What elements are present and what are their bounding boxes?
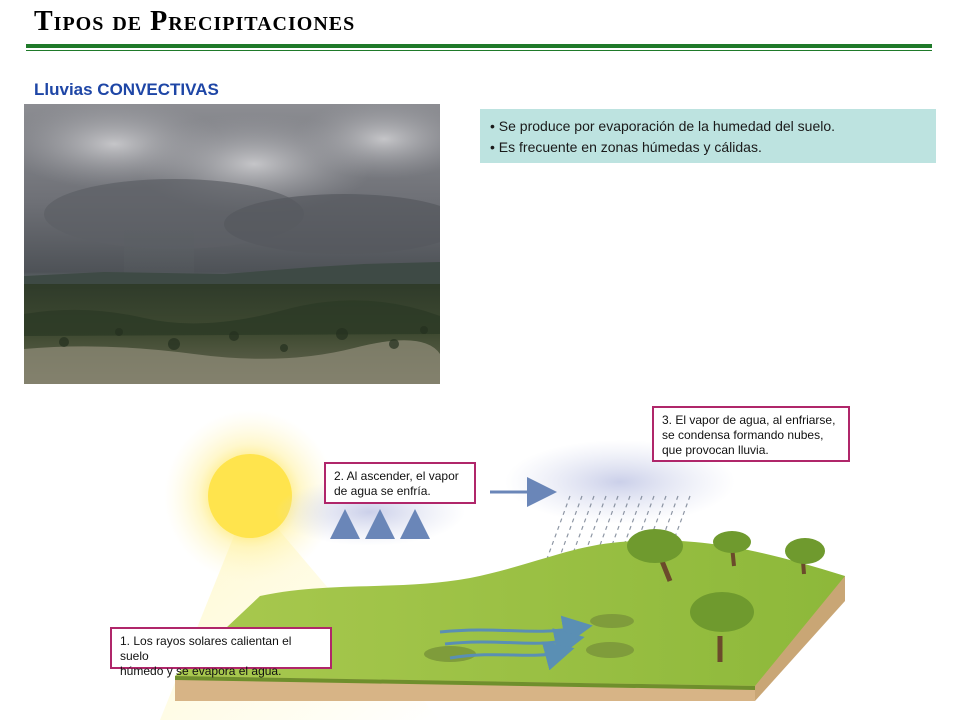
description-box [480, 109, 936, 163]
title-underline [26, 44, 932, 48]
page-title: Tipos de Precipitaciones [34, 6, 356, 37]
note-item: • Se produce por evaporación de la humedad del suelo. [490, 118, 836, 134]
section-subtitle: Lluvias CONVECTIVAS [34, 80, 219, 99]
note-item: • Es frecuente en zonas húmedas y cálidas. [490, 139, 762, 155]
step-3-callout: 3. El vapor de agua, al enfriarse, se condensa formando nubes, que provocan lluvia. [652, 406, 850, 462]
storm-photo [24, 104, 440, 384]
step-2-callout: 2. Al ascender, el vapor de agua se enfría. [324, 462, 476, 504]
title-underline-thin [26, 50, 932, 51]
step-1-callout: 1. Los rayos solares calientan el suelo húmedo y se evapora el agua. [110, 627, 332, 669]
